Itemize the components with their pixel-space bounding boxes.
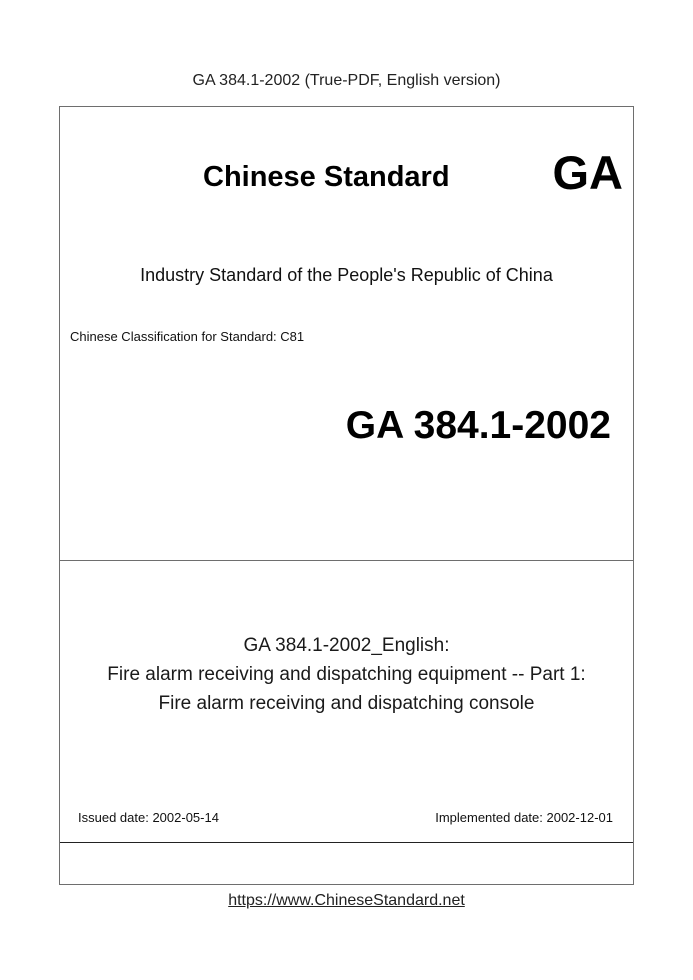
document-title-line-3: Fire alarm receiving and dispatching console xyxy=(158,693,535,714)
document-title-line-1: GA 384.1-2002_English: xyxy=(243,635,450,656)
standard-number: GA 384.1-2002 xyxy=(345,404,611,447)
classification-line: Chinese Classification for Standard: C81 xyxy=(70,329,305,344)
document-title-line-2: Fire alarm receiving and dispatching equipment -- Part 1: xyxy=(107,664,586,685)
cover-frame xyxy=(59,106,634,885)
implemented-date: Implemented date: 2002-12-01 xyxy=(435,810,613,825)
cover-middle-section xyxy=(60,561,633,843)
website-link[interactable]: https://www.ChineseStandard.net xyxy=(228,892,465,909)
cover-bottom-section xyxy=(60,843,633,884)
cover-title: Chinese Standard xyxy=(203,161,450,193)
footer xyxy=(0,892,693,910)
industry-line: Industry Standard of the People's Republic of China xyxy=(140,265,553,285)
document-title xyxy=(60,631,633,718)
cover-top-section xyxy=(60,107,633,561)
page-header: GA 384.1-2002 (True-PDF, English version) xyxy=(192,72,501,89)
issued-date: Issued date: 2002-05-14 xyxy=(78,810,219,825)
code-mark: GA xyxy=(552,146,623,199)
